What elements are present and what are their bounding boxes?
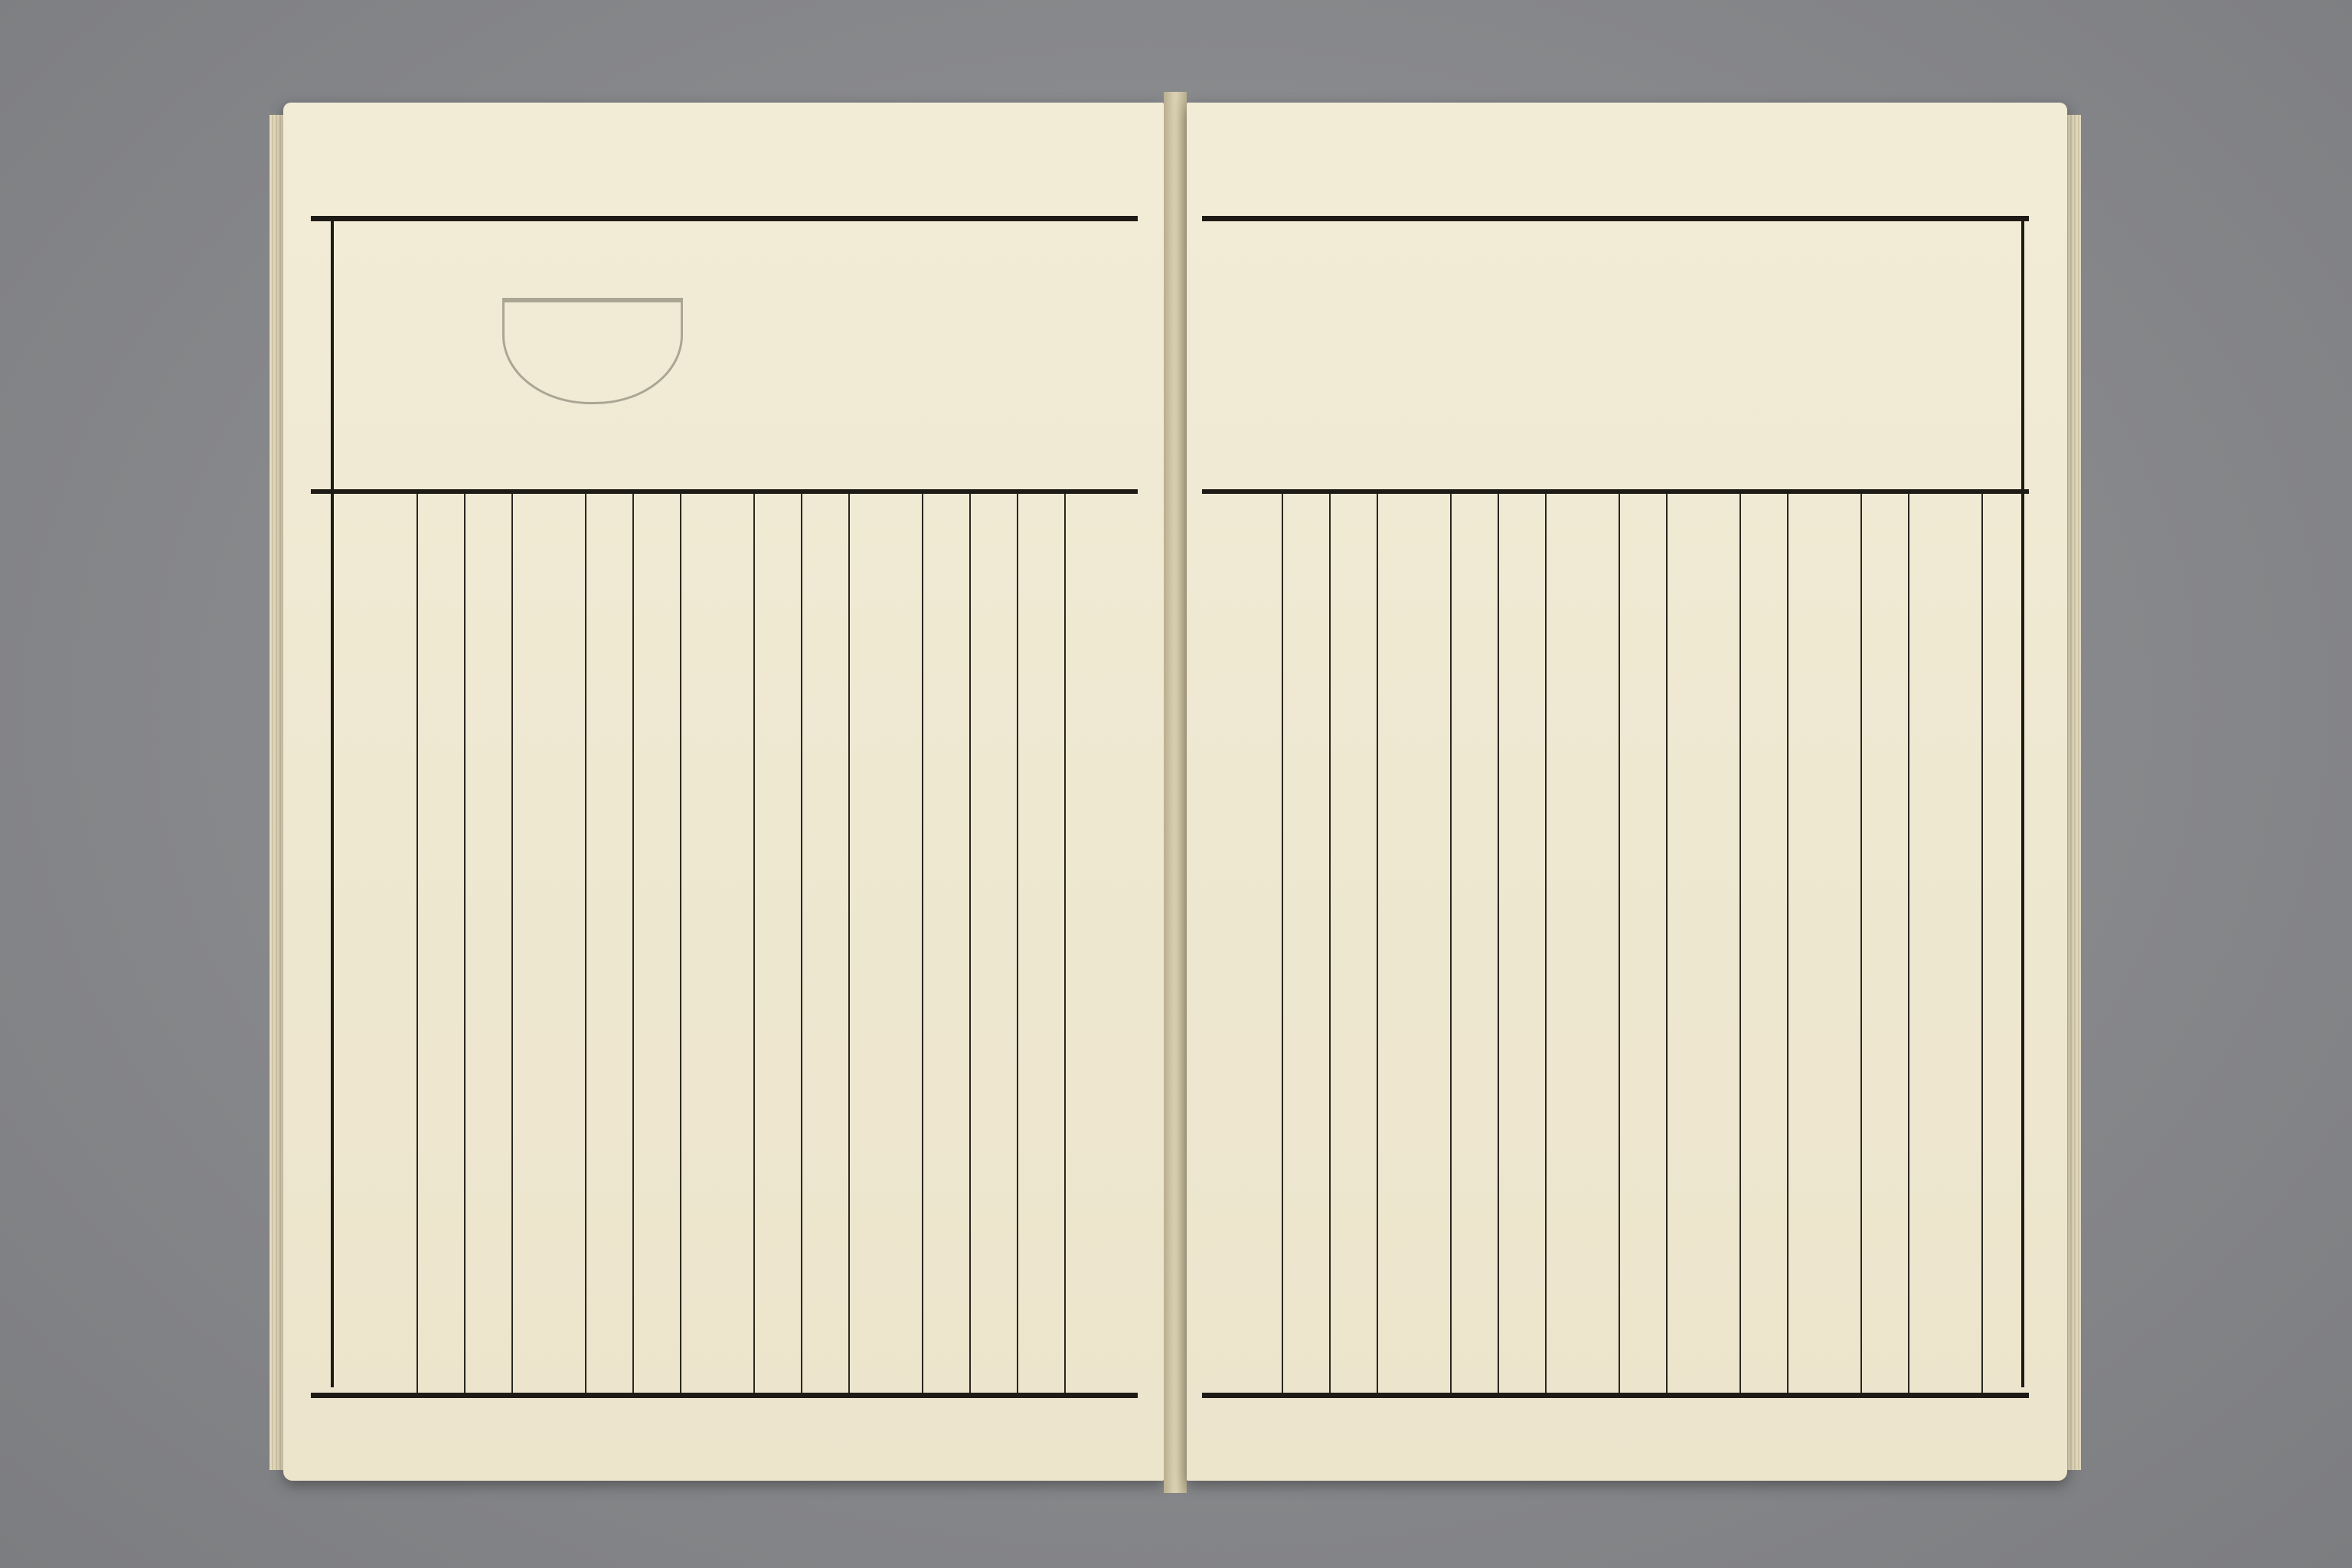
big-text-column [1545, 494, 1619, 1393]
small-text-column [1619, 494, 1666, 1393]
big-text-column [1787, 494, 1860, 1393]
header-text-column [1009, 221, 1052, 489]
header-text-column [1643, 221, 1686, 489]
left-main-band [311, 494, 1138, 1393]
header-text-column [923, 221, 966, 489]
small-text-column [416, 494, 464, 1393]
right-page [1187, 103, 2067, 1481]
small-text-column [969, 494, 1017, 1393]
small-text-column [1450, 494, 1498, 1393]
header-text-column [966, 221, 1009, 489]
small-text-column [632, 494, 680, 1393]
left-text-frame [311, 216, 1138, 1398]
big-text-column [511, 494, 585, 1393]
small-text-column [1498, 494, 1545, 1393]
small-text-column [1981, 494, 2029, 1393]
header-text-column [1943, 221, 1986, 489]
small-text-column [1740, 494, 1787, 1393]
big-text-column [1908, 494, 1981, 1393]
small-text-column [753, 494, 801, 1393]
right-header-band [1202, 221, 2029, 494]
small-text-column [801, 494, 848, 1393]
open-book [283, 92, 2067, 1501]
small-text-column [1329, 494, 1377, 1393]
small-text-column [585, 494, 632, 1393]
header-text-column [1772, 221, 1815, 489]
big-text-column [1666, 494, 1740, 1393]
header-text-column [838, 221, 880, 489]
left-header-band [311, 221, 1138, 494]
right-main-band [1202, 494, 2029, 1393]
header-text-column [1729, 221, 1772, 489]
big-text-column [680, 494, 753, 1393]
right-text-frame [1202, 216, 2029, 1398]
header-text-column [1095, 221, 1138, 489]
big-text-column [848, 494, 922, 1393]
small-text-column [464, 494, 511, 1393]
header-text-column [1052, 221, 1095, 489]
small-text-column [1282, 494, 1329, 1393]
small-text-column [1860, 494, 1908, 1393]
small-text-column [1017, 494, 1064, 1393]
header-text-column [1900, 221, 1943, 489]
book-gutter [1164, 92, 1187, 1493]
big-text-column [1377, 494, 1450, 1393]
header-text-column [1686, 221, 1729, 489]
header-text-column [795, 221, 838, 489]
header-text-column [1815, 221, 1857, 489]
small-text-column [922, 494, 969, 1393]
header-text-column [880, 221, 923, 489]
big-text-column [1064, 494, 1138, 1393]
left-page [283, 103, 1164, 1481]
bowl-illustration [502, 298, 683, 404]
header-text-column [1857, 221, 1900, 489]
header-text-column [1986, 221, 2029, 489]
